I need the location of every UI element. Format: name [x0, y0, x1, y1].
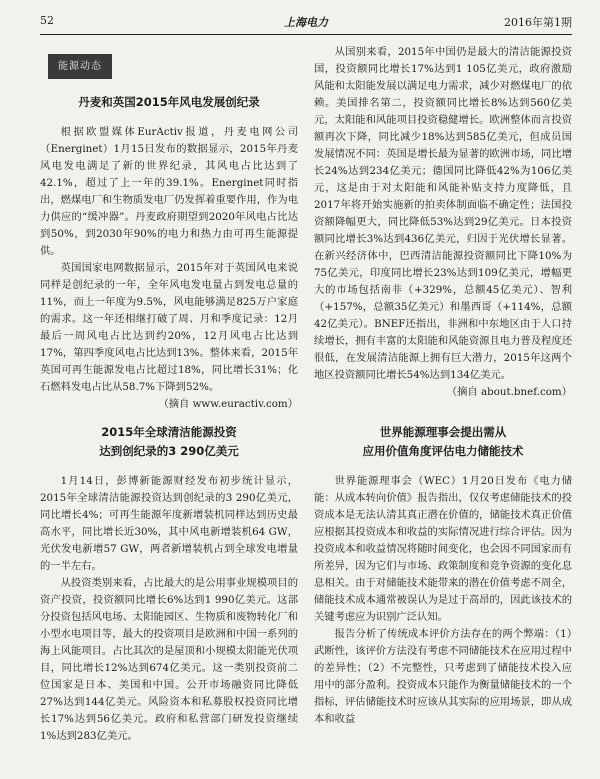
- right-column: [314, 44, 572, 728]
- article-title-storage: [314, 423, 572, 461]
- page-number: 52: [40, 14, 54, 27]
- article-title-wind: 丹麦和英国2015年风电发展创纪录: [78, 95, 260, 109]
- paragraph: 从投资类别来看，占比最大的是公用事业规模项目的资产投资，投资额同比增长6%达到1 990亿美元。这部分投资包括风电场、太阳能园区、生物质和废物转化厂和小型水电项目等，最大的投资项目是欧洲和中国一系列的海上风能项目。占比其次的是屋顶和小规模太阳能光伏项目，同比增长12%达到674亿美元。这一类别投资前二位国家是日本、美国和中国。公开市场融资同比降低27%达到144亿美元。风险资本和私募股权投资同比增长17%达到56亿美元。政府和私营部门研发投资继续1%达到283亿美元。: [40, 577, 298, 742]
- paragraph: 英国国家电网数据显示，2015年对于英国风电来说同样是创纪录的一年，全年风电发电量占到发电总量的11%，而上一年度为9.5%，风电能够满足825万户家庭的需求。这一年还相继打破了周、月和季度记录：12月最后一周风电占比达到约20%，12月风电占比达到17%，第四季度风电占比达到13%。整体来看，2015年英国可再生能源发电占比超过18%，同比增长31%；化石燃料发电占比从58.7%下降到52%。: [40, 262, 298, 393]
- journal-name: 上海电力: [284, 16, 328, 29]
- title-line: 世界能源理事会提出需从: [379, 425, 507, 439]
- paragraph: 1月14日，彭博新能源财经发布初步统计显示，2015年全球清洁能源投资达到创纪录的3 290亿美元，同比增长4%；可再生能源年度新增装机同样达到历史最高水平，同比增长近30%，其中风电新增装机64 GW，光伏发电新增57 GW，两者新增装机占到全球发电增量的一半左右。: [40, 475, 298, 572]
- running-header: [40, 14, 572, 32]
- article-title-investment: [40, 423, 298, 461]
- header-rule: [40, 34, 572, 35]
- source-note: （摘自 www.euractiv.com）: [158, 398, 298, 410]
- left-column: [40, 44, 298, 745]
- issue-label: 2016年第1期: [504, 16, 572, 29]
- paragraph: 世界能源理事会（WEC）1月20日发布《电力储能：从成本转向价值》报告指出，仅仅考虑储能技术的投资成本是无法认清其真正潜在价值的，储能技术真正价值应根据其投资成本和收益的实际情况进行综合评估。因为投资成本和收益情况将随时间变化，也会因不同国家而有所差异，因为它们与市场、政策制度和竞争资源的变化息息相关。由于对储能技术能带来的潜在价值考虑不周全，储能技术成本通常被误认为是过于高昂的，因此该技术的关键考虑应为识别广泛认知。: [314, 475, 572, 623]
- paragraph: 根据欧盟媒体EurActiv报道，丹麦电网公司（Energinet）1月15日发布的数据显示，2015年丹麦风电发电满足了新的世界纪录，其风电占比达到了42.1%，超过了上一年的39.1%。Energinet同时指出，燃煤电厂和生物质发电厂仍发挥着重要作用，作为电力供应的“缓冲器”。丹麦政府期望到2020年风电占比达到50%，到2030年90%的电力和热力由可再生能源提供。: [40, 126, 298, 257]
- title-line: 应用价值角度评估电力储能技术: [362, 444, 524, 458]
- paragraph: 从国别来看，2015年中国仍是最大的清洁能源投资国，投资额同比增长17%达到1 105亿美元，政府激励风能和太阳能发展以满足电力需求，减少对燃煤电厂的依赖。美国排名第二，投资额同比增长8%达到560亿美元，太阳能和风能项目投资稳健增长。欧洲整体而言投资额再次下降，同比减少18%达到585亿美元，但成员国发展情况不同：英国是增长最为显著的欧洲市场，同比增长24%达到234亿美元；德国同比降低42%为106亿美元，这是由于对太阳能和风能补贴支持力度降低，且2017年将开始实施新的拍卖体制面临不确定性；法国投资额降幅更大，同比降低53%达到29亿美元。日本投资额同比增长3%达到436亿美元，归因于光伏增长显著。在新兴经济体中，巴西清洁能源投资额同比下降10%为75亿美元，印度同比增长23%达到109亿美元，增幅更大的市场包括南非（+329%，总额45亿美元）、智利（+157%，总额35亿美元）和墨西哥（+114%，总额42亿美元）。BNEF还指出，非洲和中东地区由于人口持续增长，拥有丰富的太阳能和风能资源且电力普及程度还很低，在发展清洁能源上拥有巨大潜力，2015年这两个地区投资额同比增长54%达到134亿美元。: [314, 46, 572, 381]
- section-tag: 能源动态: [48, 54, 112, 79]
- title-line: 达到创纪录的3 290亿美元: [99, 444, 239, 458]
- source-note: （摘自 about.bnef.com）: [446, 386, 572, 398]
- paragraph: 报告分析了传统成本评价方法存在的两个弊端：（1）武断性，该评价方法没有考虑不同储能技术在应用过程中的差异性；（2）不完整性，只考虑到了储能技术投入应用中的部分盈利。投资成本只能作为衡量储能技术的一个指标，评估储能技术时应该从其实际的应用场景，即从成本和收益: [314, 628, 572, 725]
- title-line: 2015年全球清洁能源投资: [101, 425, 237, 439]
